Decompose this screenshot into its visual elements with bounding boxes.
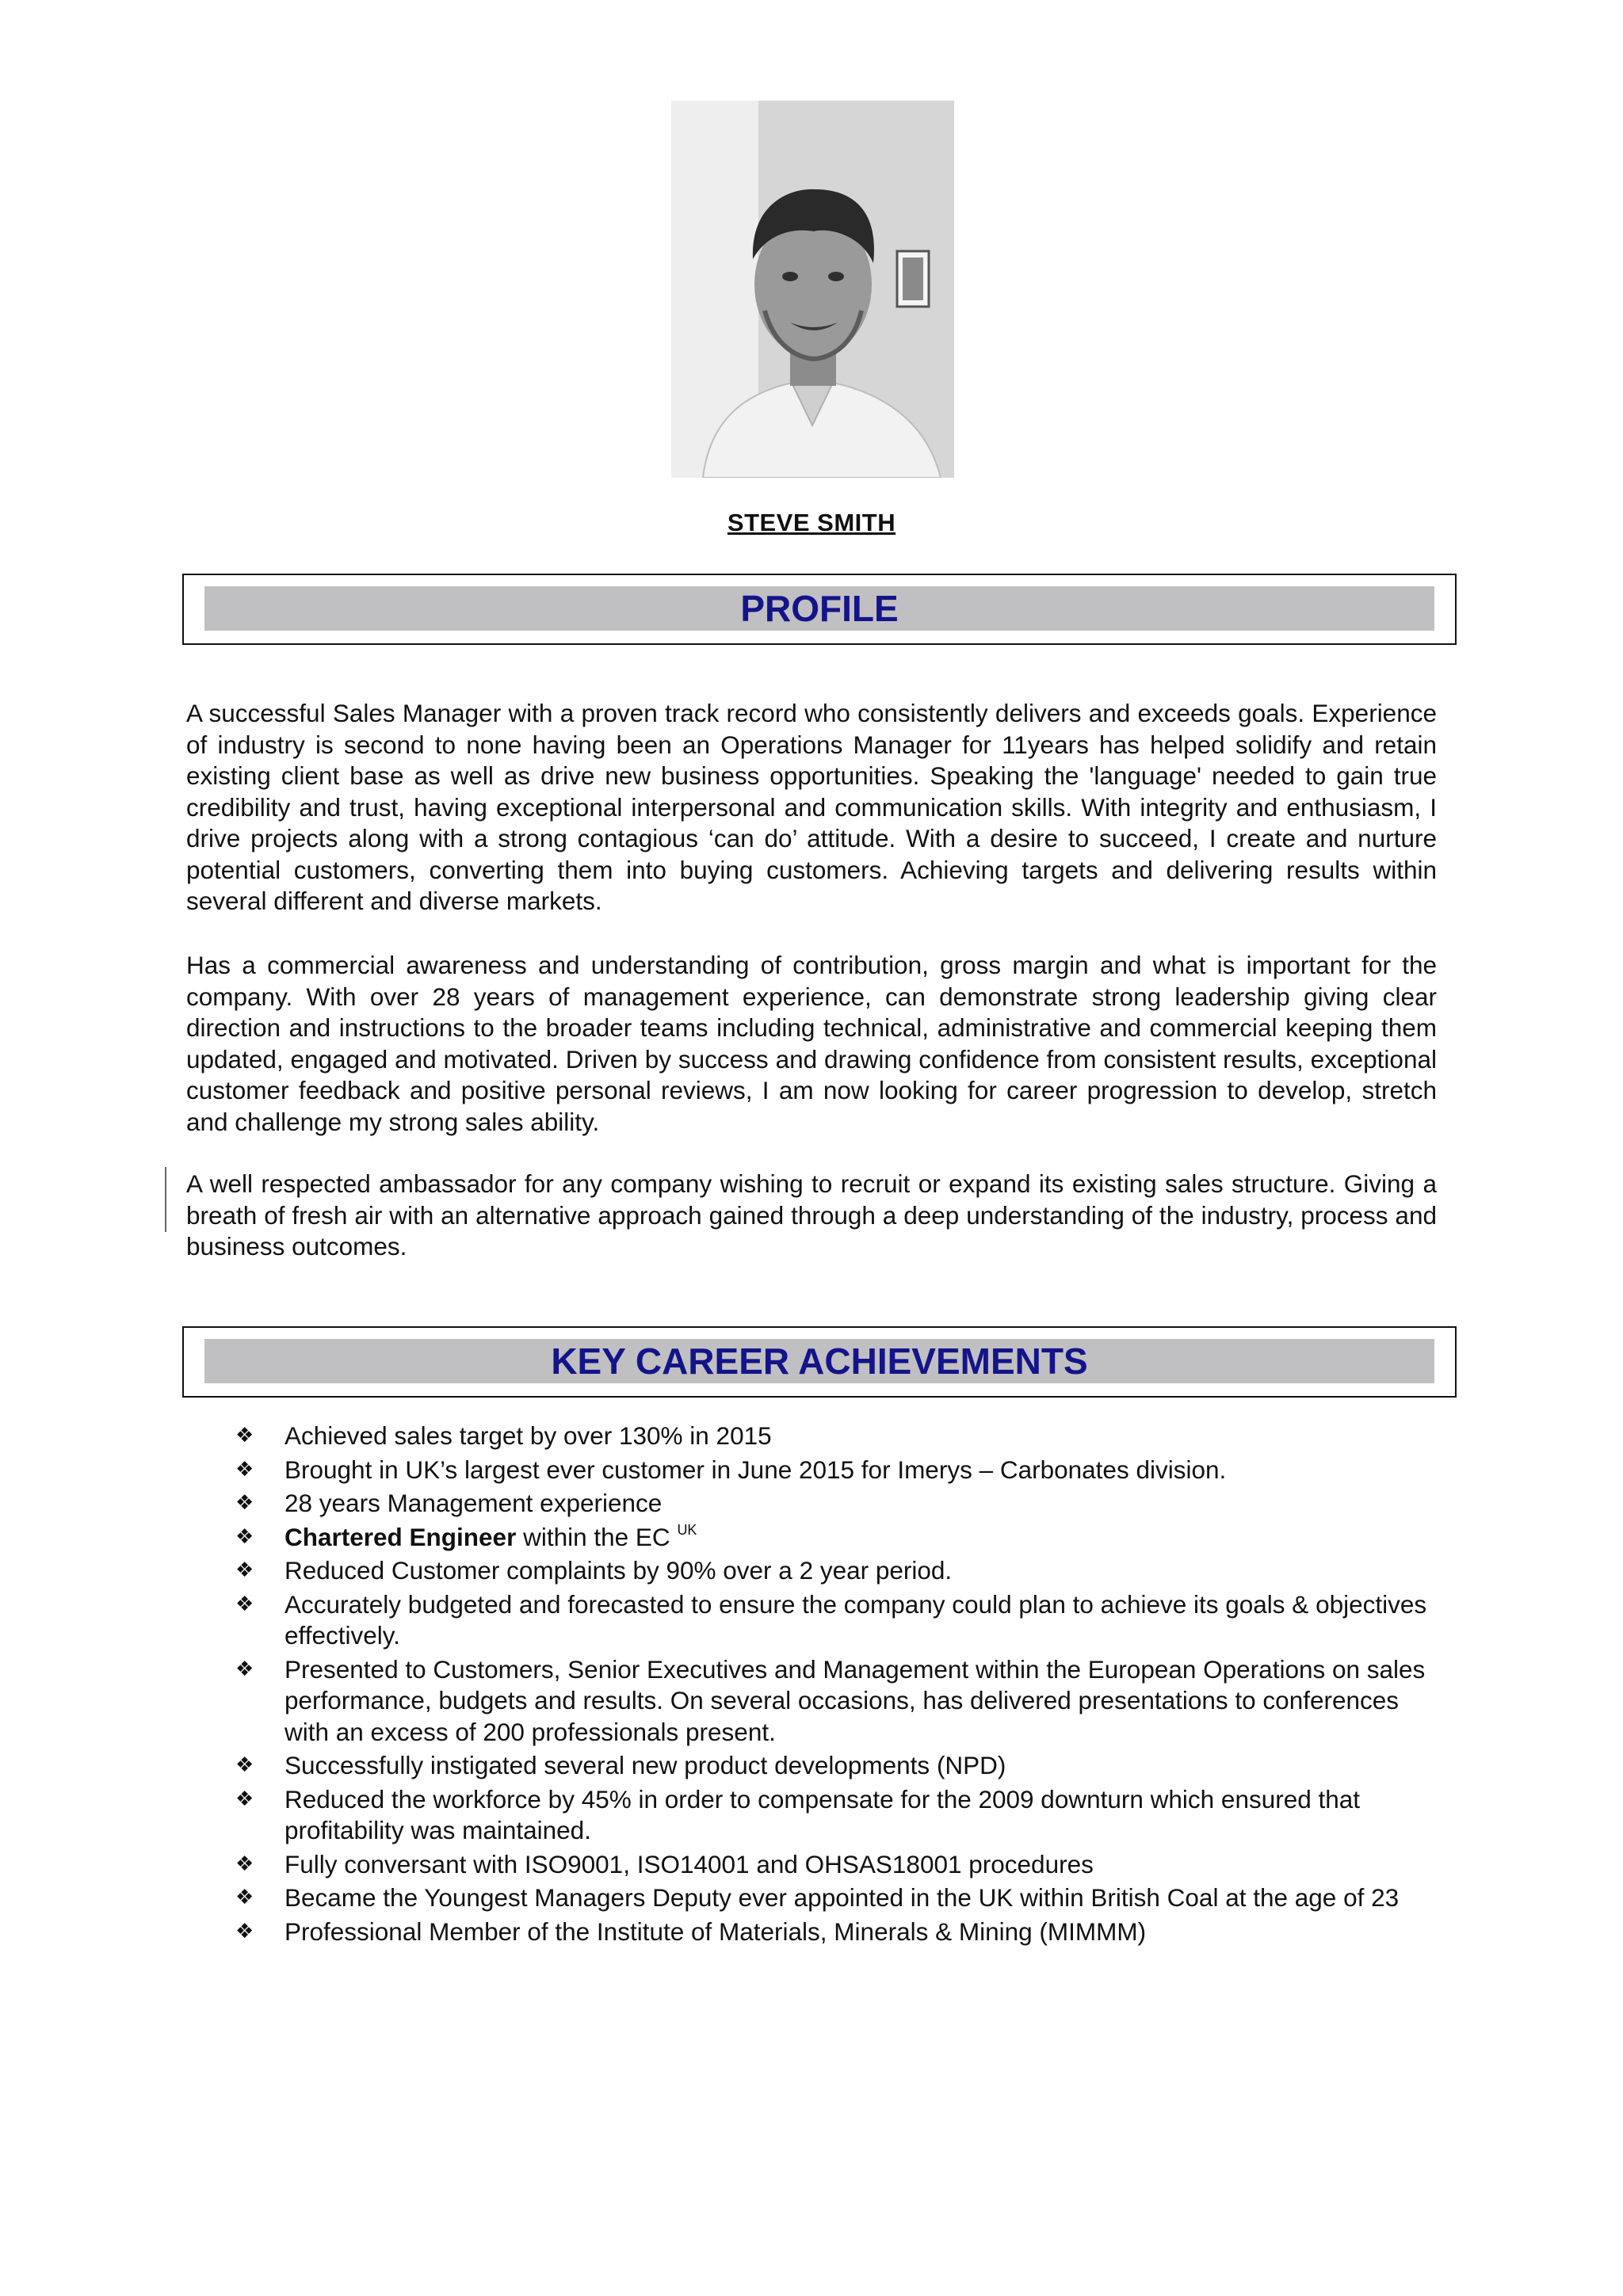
profile-paragraph-2: Has a commercial awareness and understanding of contribution, gross margin and what is important for the company. With over 28 years of management experience, can demonstrate strong leadership giving clear direction and instructions to the broader teams including technical, administrative and commercial keeping them updated, engaged and motivated. Driven by success and drawing confidence from consistent results, exceptional customer feedback and positive personal reviews, I am now looking for career progression to develop, stretch and challenge my strong sales ability. (186, 951, 1437, 1136)
list-item (235, 1750, 1440, 1782)
achievement-text: Presented to Customers, Senior Executives and Management within the European Operations on sales performance, budgets and results. On several occasions, has delivered presentations to conferences with an excess of 200 professionals present. (285, 1654, 1426, 1746)
list-item (235, 1784, 1440, 1847)
achievements-heading-bar (204, 1339, 1434, 1383)
list-item (235, 1522, 1440, 1554)
diamond-bullet-icon: ❖ (235, 1753, 254, 1777)
achievement-text: Reduced the workforce by 45% in order to compensate for the 2009 downturn which ensured that profitability was maintained. (285, 1784, 1361, 1844)
list-item (235, 1555, 1440, 1587)
candidate-name: STEVE SMITH (727, 509, 896, 536)
achievement-text: Fully conversant with ISO9001, ISO14001 and OHSAS18001 procedures (285, 1849, 1094, 1878)
diamond-bullet-icon: ❖ (235, 1457, 254, 1482)
list-item (235, 1589, 1440, 1652)
list-item (235, 1654, 1440, 1749)
profile-paragraph-3: A well respected ambassador for any company wishing to recruit or expand its existing sales structure. Giving a breath of fresh air with an alternative approach gained through a deep understanding of the industry, process and business outcomes. (186, 1169, 1437, 1261)
list-item (235, 1849, 1440, 1881)
achievement-text: Reduced Customer complaints by 90% over a 2 year period. (285, 1556, 953, 1585)
achievement-text: Accurately budgeted and forecasted to ensure the company could plan to achieve its goals & objectives effectively. (285, 1589, 1427, 1650)
diamond-bullet-icon: ❖ (235, 1558, 254, 1582)
diamond-bullet-icon: ❖ (235, 1852, 254, 1876)
list-item (235, 1421, 1440, 1452)
achievements-list (235, 1421, 1440, 1950)
list-item (235, 1455, 1440, 1486)
list-item (235, 1917, 1440, 1948)
achievements-section-header (182, 1326, 1457, 1398)
diamond-bullet-icon: ❖ (235, 1919, 254, 1943)
diamond-bullet-icon: ❖ (235, 1424, 254, 1447)
achievement-superscript: UK (677, 1521, 697, 1538)
profile-heading-bar (204, 586, 1434, 631)
achievements-heading: KEY CAREER ACHIEVEMENTS (551, 1341, 1088, 1382)
profile-heading: PROFILE (740, 588, 899, 629)
diamond-bullet-icon: ❖ (235, 1657, 254, 1681)
diamond-bullet-icon: ❖ (235, 1592, 254, 1616)
achievement-bold-text: Chartered Engineer (285, 1522, 517, 1551)
diamond-bullet-icon: ❖ (235, 1886, 254, 1909)
list-item (235, 1488, 1440, 1520)
diamond-bullet-icon: ❖ (235, 1787, 254, 1811)
achievement-text: Successfully instigated several new product developments (NPD) (285, 1751, 1006, 1779)
diamond-bullet-icon: ❖ (235, 1491, 254, 1515)
list-item (235, 1882, 1440, 1914)
revision-change-bar (165, 1167, 166, 1232)
achievement-text: Professional Member of the Institute of Materials, Minerals & Mining (MIMMM) (285, 1917, 1147, 1946)
achievement-text: Became the Youngest Managers Deputy ever appointed in the UK within British Coal at the age of 23 (285, 1883, 1400, 1912)
profile-photo-drawing (671, 101, 954, 478)
profile-section-header (182, 574, 1457, 645)
achievement-text: 28 years Management experience (285, 1489, 663, 1517)
achievement-text: Achieved sales target by over 130% in 2015 (285, 1421, 772, 1450)
achievement-text: Brought in UK’s largest ever customer in June 2015 for Imerys – Carbonates division. (285, 1455, 1227, 1484)
achievement-text: within the EC (516, 1522, 678, 1551)
profile-photo (671, 101, 954, 478)
diamond-bullet-icon: ❖ (235, 1524, 254, 1549)
profile-paragraph-1: A successful Sales Manager with a proven track record who consistently delivers and exceeds goals. Experience of industry is second to none having been an Operations Manager for 11years has helped solidify and retain existing client base as well as drive new business opportunities. Speaking the 'language' needed to gain true credibility and trust, having exceptional interpersonal and communication skills. With integrity and enthusiasm, I drive projects along with a strong contagious ‘can do’ attitude. With a desire to succeed, I create and nurture potential customers, converting them into buying customers. Achieving targets and delivering results within several different and diverse markets. (186, 699, 1437, 915)
